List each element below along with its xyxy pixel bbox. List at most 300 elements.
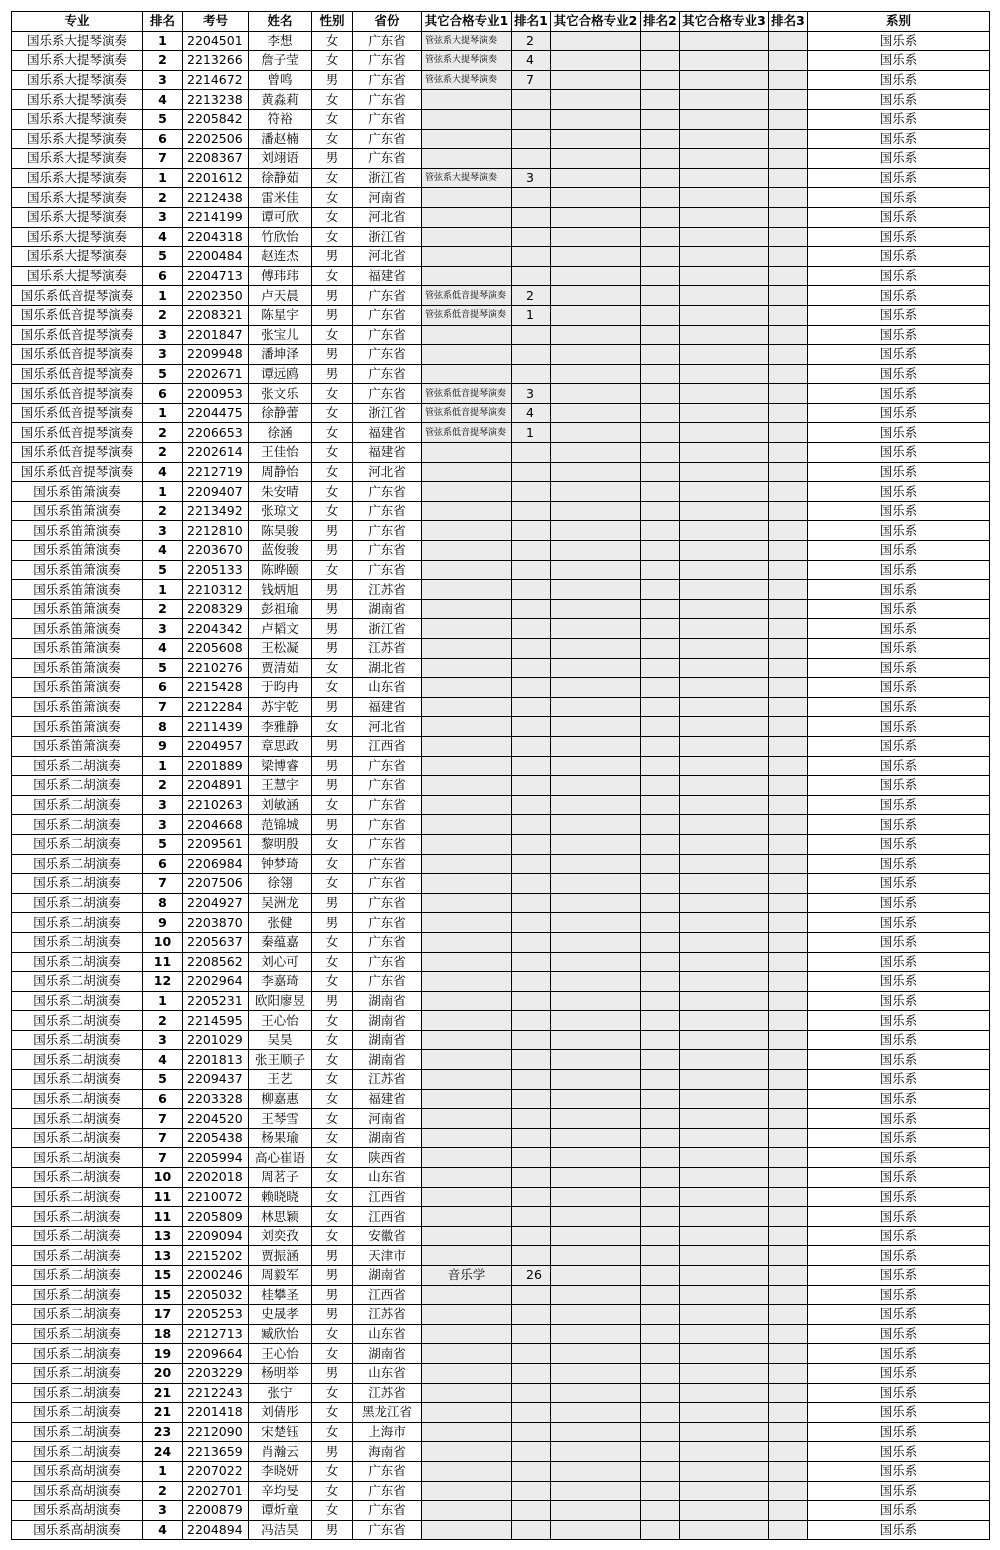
cell-other-major-3 xyxy=(680,1501,769,1521)
table-row xyxy=(12,1442,990,1462)
cell-rank-3 xyxy=(769,188,808,208)
cell-rank-3 xyxy=(769,541,808,561)
cell-other-major-2 xyxy=(551,1344,641,1364)
cell-major: 国乐系笛箫演奏 xyxy=(12,717,143,737)
table-row xyxy=(12,207,990,227)
table-row xyxy=(12,1324,990,1344)
cell-rank-2 xyxy=(641,521,680,541)
table-row xyxy=(12,795,990,815)
cell-major: 国乐系低音提琴演奏 xyxy=(12,325,143,345)
cell-rank-1 xyxy=(512,1344,551,1364)
cell-rank: 18 xyxy=(143,1324,183,1344)
cell-name: 黎明殷 xyxy=(249,834,312,854)
cell-major: 国乐系大提琴演奏 xyxy=(12,90,143,110)
cell-rank-3 xyxy=(769,403,808,423)
cell-rank-2 xyxy=(641,384,680,404)
cell-department: 国乐系 xyxy=(808,462,990,482)
cell-rank: 1 xyxy=(143,482,183,502)
cell-province: 广东省 xyxy=(353,815,422,835)
cell-other-major-1 xyxy=(422,1109,512,1129)
table-row xyxy=(12,482,990,502)
cell-rank-2 xyxy=(641,1128,680,1148)
cell-department: 国乐系 xyxy=(808,443,990,463)
cell-province: 广东省 xyxy=(353,893,422,913)
cell-major: 国乐系二胡演奏 xyxy=(12,1344,143,1364)
cell-other-major-1 xyxy=(422,1070,512,1090)
cell-name: 黄淼莉 xyxy=(249,90,312,110)
cell-rank: 7 xyxy=(143,1128,183,1148)
cell-department: 国乐系 xyxy=(808,1422,990,1442)
cell-major: 国乐系大提琴演奏 xyxy=(12,188,143,208)
cell-province: 福建省 xyxy=(353,423,422,443)
cell-rank: 6 xyxy=(143,854,183,874)
cell-rank: 23 xyxy=(143,1422,183,1442)
table-row xyxy=(12,932,990,952)
cell-rank-2 xyxy=(641,1363,680,1383)
cell-name: 詹子莹 xyxy=(249,51,312,71)
cell-department: 国乐系 xyxy=(808,972,990,992)
cell-rank: 2 xyxy=(143,51,183,71)
cell-rank: 5 xyxy=(143,109,183,129)
cell-department: 国乐系 xyxy=(808,874,990,894)
cell-name: 谭远鸥 xyxy=(249,364,312,384)
cell-exam-id: 2208321 xyxy=(183,305,249,325)
cell-other-major-1 xyxy=(422,482,512,502)
cell-rank-2 xyxy=(641,462,680,482)
table-row xyxy=(12,266,990,286)
cell-other-major-1 xyxy=(422,1461,512,1481)
cell-other-major-1 xyxy=(422,913,512,933)
cell-province: 江西省 xyxy=(353,1285,422,1305)
cell-other-major-2 xyxy=(551,815,641,835)
cell-other-major-2 xyxy=(551,149,641,169)
cell-other-major-3 xyxy=(680,345,769,365)
cell-rank-3 xyxy=(769,1442,808,1462)
cell-department: 国乐系 xyxy=(808,129,990,149)
cell-department: 国乐系 xyxy=(808,756,990,776)
cell-other-major-3 xyxy=(680,1520,769,1540)
cell-gender: 男 xyxy=(312,1363,353,1383)
cell-rank-1 xyxy=(512,247,551,267)
cell-name: 张健 xyxy=(249,913,312,933)
cell-name: 王琴雪 xyxy=(249,1109,312,1129)
cell-province: 河南省 xyxy=(353,188,422,208)
cell-exam-id: 2209094 xyxy=(183,1226,249,1246)
table-row xyxy=(12,1050,990,1070)
table-row xyxy=(12,619,990,639)
cell-rank: 3 xyxy=(143,619,183,639)
cell-major: 国乐系大提琴演奏 xyxy=(12,207,143,227)
cell-gender: 女 xyxy=(312,1461,353,1481)
cell-rank: 3 xyxy=(143,1501,183,1521)
cell-exam-id: 2204520 xyxy=(183,1109,249,1129)
cell-rank-2 xyxy=(641,756,680,776)
cell-department: 国乐系 xyxy=(808,1305,990,1325)
cell-exam-id: 2204668 xyxy=(183,815,249,835)
cell-other-major-3 xyxy=(680,168,769,188)
cell-gender: 女 xyxy=(312,1128,353,1148)
cell-rank-1 xyxy=(512,1148,551,1168)
cell-other-major-3 xyxy=(680,384,769,404)
cell-name: 辛均旻 xyxy=(249,1481,312,1501)
cell-gender: 男 xyxy=(312,1266,353,1286)
cell-other-major-3 xyxy=(680,1011,769,1031)
cell-department: 国乐系 xyxy=(808,149,990,169)
cell-name: 刘翊语 xyxy=(249,149,312,169)
cell-major: 国乐系高胡演奏 xyxy=(12,1501,143,1521)
cell-rank: 19 xyxy=(143,1344,183,1364)
cell-department: 国乐系 xyxy=(808,90,990,110)
cell-province: 广东省 xyxy=(353,325,422,345)
cell-gender: 女 xyxy=(312,462,353,482)
cell-rank-3 xyxy=(769,854,808,874)
cell-other-major-1 xyxy=(422,149,512,169)
cell-rank-3 xyxy=(769,1344,808,1364)
header-rank-2: 排名2 xyxy=(641,12,680,32)
cell-gender: 男 xyxy=(312,815,353,835)
cell-department: 国乐系 xyxy=(808,482,990,502)
cell-exam-id: 2200879 xyxy=(183,1501,249,1521)
cell-other-major-1 xyxy=(422,1207,512,1227)
cell-rank-2 xyxy=(641,972,680,992)
cell-other-major-1 xyxy=(422,1324,512,1344)
cell-other-major-3 xyxy=(680,31,769,51)
cell-province: 湖南省 xyxy=(353,1344,422,1364)
cell-major: 国乐系笛箫演奏 xyxy=(12,501,143,521)
cell-gender: 男 xyxy=(312,305,353,325)
cell-major: 国乐系二胡演奏 xyxy=(12,1187,143,1207)
table-row xyxy=(12,1383,990,1403)
cell-department: 国乐系 xyxy=(808,795,990,815)
cell-name: 刘倩彤 xyxy=(249,1403,312,1423)
cell-major: 国乐系二胡演奏 xyxy=(12,972,143,992)
cell-rank-3 xyxy=(769,697,808,717)
cell-rank-1 xyxy=(512,501,551,521)
cell-other-major-2 xyxy=(551,1089,641,1109)
cell-rank-3 xyxy=(769,1403,808,1423)
cell-major: 国乐系低音提琴演奏 xyxy=(12,443,143,463)
cell-exam-id: 2200484 xyxy=(183,247,249,267)
cell-other-major-1 xyxy=(422,1442,512,1462)
cell-department: 国乐系 xyxy=(808,639,990,659)
cell-other-major-1 xyxy=(422,1089,512,1109)
cell-gender: 女 xyxy=(312,168,353,188)
cell-department: 国乐系 xyxy=(808,1089,990,1109)
cell-rank-3 xyxy=(769,1089,808,1109)
table-row xyxy=(12,756,990,776)
cell-name: 赖晓晓 xyxy=(249,1187,312,1207)
cell-rank-2 xyxy=(641,1089,680,1109)
cell-other-major-2 xyxy=(551,1266,641,1286)
cell-province: 江西省 xyxy=(353,1207,422,1227)
cell-rank-1 xyxy=(512,443,551,463)
cell-province: 广东省 xyxy=(353,149,422,169)
cell-name: 傅玮玮 xyxy=(249,266,312,286)
cell-other-major-2 xyxy=(551,736,641,756)
cell-rank-1 xyxy=(512,717,551,737)
cell-rank: 13 xyxy=(143,1246,183,1266)
cell-exam-id: 2204713 xyxy=(183,266,249,286)
cell-department: 国乐系 xyxy=(808,1285,990,1305)
cell-rank: 2 xyxy=(143,599,183,619)
cell-rank: 15 xyxy=(143,1266,183,1286)
cell-rank-2 xyxy=(641,1187,680,1207)
cell-other-major-1: 管弦系大提琴演奏 xyxy=(422,31,512,51)
cell-rank-3 xyxy=(769,560,808,580)
table-row xyxy=(12,1226,990,1246)
cell-department: 国乐系 xyxy=(808,1266,990,1286)
cell-name: 周静怡 xyxy=(249,462,312,482)
cell-province: 广东省 xyxy=(353,834,422,854)
table-row xyxy=(12,1089,990,1109)
table-row xyxy=(12,1070,990,1090)
table-row xyxy=(12,443,990,463)
cell-gender: 男 xyxy=(312,580,353,600)
table-row xyxy=(12,1187,990,1207)
cell-name: 苏宇乾 xyxy=(249,697,312,717)
cell-exam-id: 2205608 xyxy=(183,639,249,659)
cell-rank: 24 xyxy=(143,1442,183,1462)
cell-rank-2 xyxy=(641,1168,680,1188)
cell-other-major-2 xyxy=(551,952,641,972)
cell-province: 浙江省 xyxy=(353,619,422,639)
cell-province: 广东省 xyxy=(353,51,422,71)
cell-rank-3 xyxy=(769,717,808,737)
cell-exam-id: 2201847 xyxy=(183,325,249,345)
cell-major: 国乐系二胡演奏 xyxy=(12,1324,143,1344)
cell-other-major-3 xyxy=(680,717,769,737)
cell-exam-id: 2201813 xyxy=(183,1050,249,1070)
cell-other-major-3 xyxy=(680,1128,769,1148)
cell-rank-2 xyxy=(641,482,680,502)
cell-name: 林思颖 xyxy=(249,1207,312,1227)
cell-other-major-1 xyxy=(422,129,512,149)
cell-other-major-3 xyxy=(680,834,769,854)
cell-other-major-3 xyxy=(680,325,769,345)
cell-name: 徐翎 xyxy=(249,874,312,894)
cell-exam-id: 2207022 xyxy=(183,1461,249,1481)
cell-major: 国乐系大提琴演奏 xyxy=(12,70,143,90)
cell-rank: 20 xyxy=(143,1363,183,1383)
cell-major: 国乐系二胡演奏 xyxy=(12,1363,143,1383)
cell-name: 李晓妍 xyxy=(249,1461,312,1481)
cell-department: 国乐系 xyxy=(808,815,990,835)
cell-rank-1 xyxy=(512,1207,551,1227)
cell-other-major-3 xyxy=(680,815,769,835)
cell-department: 国乐系 xyxy=(808,854,990,874)
table-row xyxy=(12,1501,990,1521)
cell-other-major-2 xyxy=(551,1305,641,1325)
cell-rank: 3 xyxy=(143,345,183,365)
header-exam-id: 考号 xyxy=(183,12,249,32)
cell-rank-3 xyxy=(769,1481,808,1501)
cell-gender: 女 xyxy=(312,482,353,502)
cell-rank: 5 xyxy=(143,834,183,854)
cell-other-major-2 xyxy=(551,1168,641,1188)
cell-rank-3 xyxy=(769,756,808,776)
cell-rank-3 xyxy=(769,305,808,325)
cell-department: 国乐系 xyxy=(808,1207,990,1227)
cell-exam-id: 2205133 xyxy=(183,560,249,580)
cell-rank-2 xyxy=(641,90,680,110)
cell-other-major-2 xyxy=(551,893,641,913)
cell-gender: 男 xyxy=(312,619,353,639)
cell-name: 钱炳旭 xyxy=(249,580,312,600)
cell-name: 贾振涵 xyxy=(249,1246,312,1266)
cell-other-major-1 xyxy=(422,1403,512,1423)
cell-province: 山东省 xyxy=(353,1324,422,1344)
cell-department: 国乐系 xyxy=(808,1246,990,1266)
cell-other-major-2 xyxy=(551,247,641,267)
cell-rank-1 xyxy=(512,815,551,835)
table-row xyxy=(12,345,990,365)
cell-other-major-1 xyxy=(422,972,512,992)
table-row xyxy=(12,403,990,423)
cell-department: 国乐系 xyxy=(808,1344,990,1364)
cell-other-major-3 xyxy=(680,364,769,384)
cell-other-major-1 xyxy=(422,325,512,345)
cell-name: 王心怡 xyxy=(249,1011,312,1031)
cell-other-major-1 xyxy=(422,345,512,365)
cell-gender: 女 xyxy=(312,932,353,952)
cell-rank-2 xyxy=(641,305,680,325)
cell-name: 刘奕孜 xyxy=(249,1226,312,1246)
cell-other-major-2 xyxy=(551,776,641,796)
cell-other-major-2 xyxy=(551,266,641,286)
cell-other-major-1 xyxy=(422,443,512,463)
header-other-major-3: 其它合格专业3 xyxy=(680,12,769,32)
cell-rank-2 xyxy=(641,286,680,306)
cell-rank: 3 xyxy=(143,325,183,345)
cell-other-major-2 xyxy=(551,991,641,1011)
cell-rank-1 xyxy=(512,991,551,1011)
cell-major: 国乐系低音提琴演奏 xyxy=(12,345,143,365)
cell-other-major-2 xyxy=(551,129,641,149)
cell-other-major-1 xyxy=(422,1363,512,1383)
cell-gender: 男 xyxy=(312,639,353,659)
table-row xyxy=(12,70,990,90)
cell-exam-id: 2211439 xyxy=(183,717,249,737)
cell-other-major-3 xyxy=(680,1442,769,1462)
cell-rank: 3 xyxy=(143,1030,183,1050)
cell-department: 国乐系 xyxy=(808,932,990,952)
cell-gender: 男 xyxy=(312,286,353,306)
cell-exam-id: 2212284 xyxy=(183,697,249,717)
cell-rank-1 xyxy=(512,109,551,129)
cell-rank-1: 1 xyxy=(512,423,551,443)
cell-exam-id: 2201889 xyxy=(183,756,249,776)
cell-other-major-3 xyxy=(680,913,769,933)
cell-name: 王艺 xyxy=(249,1070,312,1090)
cell-other-major-2 xyxy=(551,443,641,463)
cell-rank-1: 7 xyxy=(512,70,551,90)
cell-rank-2 xyxy=(641,247,680,267)
cell-gender: 男 xyxy=(312,736,353,756)
table-row xyxy=(12,697,990,717)
cell-province: 广东省 xyxy=(353,1501,422,1521)
cell-other-major-2 xyxy=(551,1520,641,1540)
cell-rank-1 xyxy=(512,639,551,659)
cell-exam-id: 2205032 xyxy=(183,1285,249,1305)
cell-rank-1 xyxy=(512,697,551,717)
cell-province: 广东省 xyxy=(353,345,422,365)
cell-rank-3 xyxy=(769,1246,808,1266)
cell-exam-id: 2212713 xyxy=(183,1324,249,1344)
cell-other-major-3 xyxy=(680,1030,769,1050)
cell-major: 国乐系大提琴演奏 xyxy=(12,168,143,188)
table-row xyxy=(12,188,990,208)
cell-rank-3 xyxy=(769,932,808,952)
cell-province: 江西省 xyxy=(353,736,422,756)
cell-rank-3 xyxy=(769,521,808,541)
cell-rank-2 xyxy=(641,736,680,756)
cell-major: 国乐系笛箫演奏 xyxy=(12,580,143,600)
cell-other-major-2 xyxy=(551,1501,641,1521)
table-row xyxy=(12,305,990,325)
cell-gender: 女 xyxy=(312,717,353,737)
table-row xyxy=(12,1363,990,1383)
cell-major: 国乐系笛箫演奏 xyxy=(12,521,143,541)
cell-exam-id: 2213659 xyxy=(183,1442,249,1462)
cell-rank-2 xyxy=(641,1246,680,1266)
cell-exam-id: 2205994 xyxy=(183,1148,249,1168)
cell-rank-1 xyxy=(512,129,551,149)
cell-other-major-1 xyxy=(422,501,512,521)
cell-other-major-1 xyxy=(422,1501,512,1521)
cell-major: 国乐系二胡演奏 xyxy=(12,1050,143,1070)
cell-province: 湖南省 xyxy=(353,599,422,619)
cell-other-major-2 xyxy=(551,1461,641,1481)
cell-province: 湖北省 xyxy=(353,658,422,678)
cell-province: 广东省 xyxy=(353,384,422,404)
cell-exam-id: 2204894 xyxy=(183,1520,249,1540)
cell-department: 国乐系 xyxy=(808,952,990,972)
cell-major: 国乐系二胡演奏 xyxy=(12,815,143,835)
cell-rank-3 xyxy=(769,815,808,835)
cell-other-major-2 xyxy=(551,1481,641,1501)
cell-exam-id: 2204891 xyxy=(183,776,249,796)
header-department: 系别 xyxy=(808,12,990,32)
cell-exam-id: 2200246 xyxy=(183,1266,249,1286)
cell-rank-1 xyxy=(512,834,551,854)
cell-other-major-3 xyxy=(680,90,769,110)
cell-rank: 15 xyxy=(143,1285,183,1305)
cell-rank-3 xyxy=(769,1148,808,1168)
cell-name: 贾清茹 xyxy=(249,658,312,678)
cell-other-major-1 xyxy=(422,1422,512,1442)
cell-rank-3 xyxy=(769,893,808,913)
cell-other-major-3 xyxy=(680,1324,769,1344)
cell-gender: 男 xyxy=(312,149,353,169)
cell-name: 潘赵楠 xyxy=(249,129,312,149)
cell-province: 广东省 xyxy=(353,972,422,992)
cell-other-major-3 xyxy=(680,1050,769,1070)
cell-exam-id: 2213266 xyxy=(183,51,249,71)
cell-other-major-2 xyxy=(551,1422,641,1442)
cell-department: 国乐系 xyxy=(808,266,990,286)
cell-province: 广东省 xyxy=(353,521,422,541)
cell-rank-1: 4 xyxy=(512,403,551,423)
cell-gender: 女 xyxy=(312,207,353,227)
cell-province: 浙江省 xyxy=(353,403,422,423)
cell-gender: 女 xyxy=(312,1481,353,1501)
cell-other-major-1 xyxy=(422,1305,512,1325)
cell-gender: 男 xyxy=(312,70,353,90)
cell-province: 广东省 xyxy=(353,913,422,933)
cell-rank: 3 xyxy=(143,815,183,835)
cell-province: 安徽省 xyxy=(353,1226,422,1246)
cell-exam-id: 2215428 xyxy=(183,678,249,698)
